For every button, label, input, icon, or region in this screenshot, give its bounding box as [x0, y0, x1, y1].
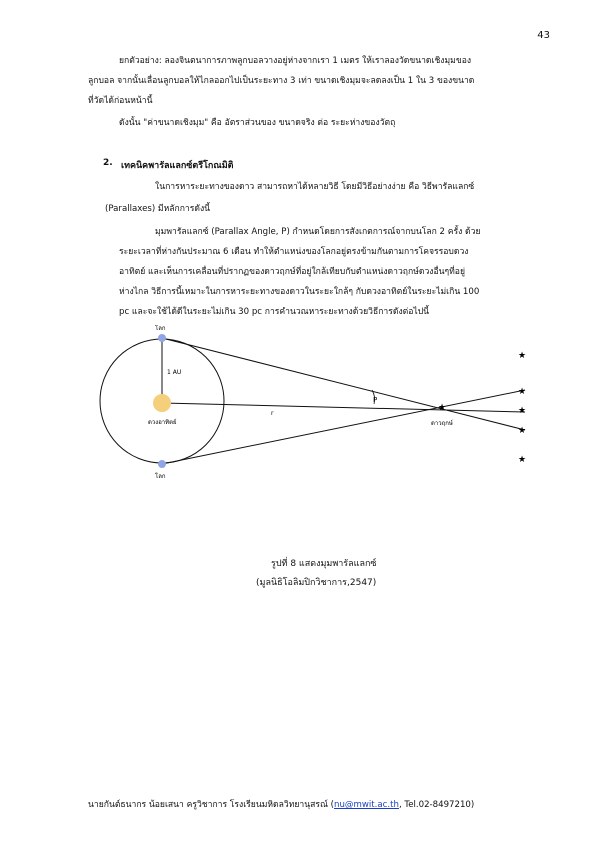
- example-line-4: ดังนั้น "ค่าขนาดเชิงมุม" คือ อัตราส่วนของ ขนาดจริง ต่อ ระยะห่างของวัตถุ: [119, 118, 396, 128]
- background-star-icon: ★: [517, 426, 527, 436]
- body-line-4: ระยะเวลาที่ห่างกันประมาณ 6 เดือน ทำให้ตำแหน่งของโลกอยู่ตรงข้ามกันตามการโคจรรอบดวง: [119, 247, 469, 257]
- figure-caption: รูปที่ 8 แสดงมุมพารัลแลกซ์: [271, 559, 377, 569]
- body-line-1: ในการหาระยะทางของดาว สามารถหาได้หลายวิธี โดยมีวิธีอย่างง่าย คือ วิธีพารัลแลกซ์: [155, 182, 475, 192]
- au-label: 1 AU: [167, 369, 182, 376]
- footer: [88, 797, 474, 811]
- sightline-bottom: [162, 390, 525, 464]
- body-line-5: อาทิตย์ และเห็นการเคลื่อนที่ปรากฏของดาวฤกษ์ที่อยู่ใกล้เทียบกับตำแหน่งดาวฤกษ์ดวงอื่นๆที่อยู่: [119, 267, 465, 277]
- near-star-label: ดาวฤกษ์: [431, 420, 453, 427]
- background-star-icon: ★: [517, 406, 527, 416]
- body-line-2: (Parallaxes) มีหลักการดังนี้: [105, 204, 211, 214]
- section-title: เทคนิคพารัลแลกซ์ตรีโกณมิติ: [121, 161, 234, 171]
- sun-star-line: [162, 403, 525, 412]
- parallax-diagram: [0, 325, 595, 505]
- background-star-icon: ★: [517, 387, 527, 397]
- page-number: 43: [537, 30, 550, 41]
- earth-bottom: [158, 460, 166, 468]
- body-line-7: pc และจะใช้ได้ดีในระยะไม่เกิน 30 pc การคำนวณหาระยะทางด้วยวิธีการดังต่อไปนี้: [119, 307, 430, 317]
- earth-top-label: โลก: [155, 325, 166, 332]
- earth-top: [158, 334, 166, 342]
- earth-bottom-label: โลก: [155, 473, 166, 480]
- body-line-6: ห่างไกล วิธีการนี้เหมาะในการหาระยะทางของดาวในระยะใกล้ๆ กับดวงอาทิตย์ในระยะไม่เกิน 100: [119, 287, 480, 297]
- example-line-3: ที่วัดได้ก่อนหน้านี้: [88, 96, 153, 106]
- distance-label: r: [271, 410, 274, 417]
- section-number: 2.: [103, 158, 113, 168]
- background-star-icon: ★: [517, 455, 527, 465]
- example-line-2: ลูกบอล จากนั้นเลื่อนลูกบอลให้ไกลออกไปเป็นระยะทาง 3 เท่า ขนาดเชิงมุมจะลดลงเป็น 1 ใน 3 ของขนาด: [88, 76, 475, 86]
- body-line-3: มุมพารัลแลกซ์ (Parallax Angle, P) กำหนดโดยการสังเกตการณ์จากบนโลก 2 ครั้ง ด้วย: [155, 227, 481, 237]
- sun: [153, 394, 171, 412]
- footer-tel: , Tel.02-8497210): [398, 800, 475, 810]
- footer-email-link[interactable]: nu@mwit.ac.th: [334, 800, 399, 810]
- example-line-1: ยกตัวอย่าง: ลองจินตนาการภาพลูกบอลวางอยู่ห่างจากเรา 1 เมตร ให้เราลองวัดขนาดเชิงมุมของ: [119, 56, 472, 66]
- sun-label: ดวงอาทิตย์: [148, 419, 177, 426]
- near-star-icon: ★: [437, 403, 447, 413]
- figure-source: (มูลนิธิโอลิมปิกวิชาการ,2547): [256, 578, 377, 588]
- background-star-icon: ★: [517, 351, 527, 361]
- footer-author: นายกันต์ธนากร น้อยเสนา ครูวิชาการ โรงเรียนมหิดลวิทยานุสรณ์ (: [88, 800, 335, 810]
- sightline-top: [162, 338, 525, 430]
- parallax-angle-label: P: [373, 396, 378, 404]
